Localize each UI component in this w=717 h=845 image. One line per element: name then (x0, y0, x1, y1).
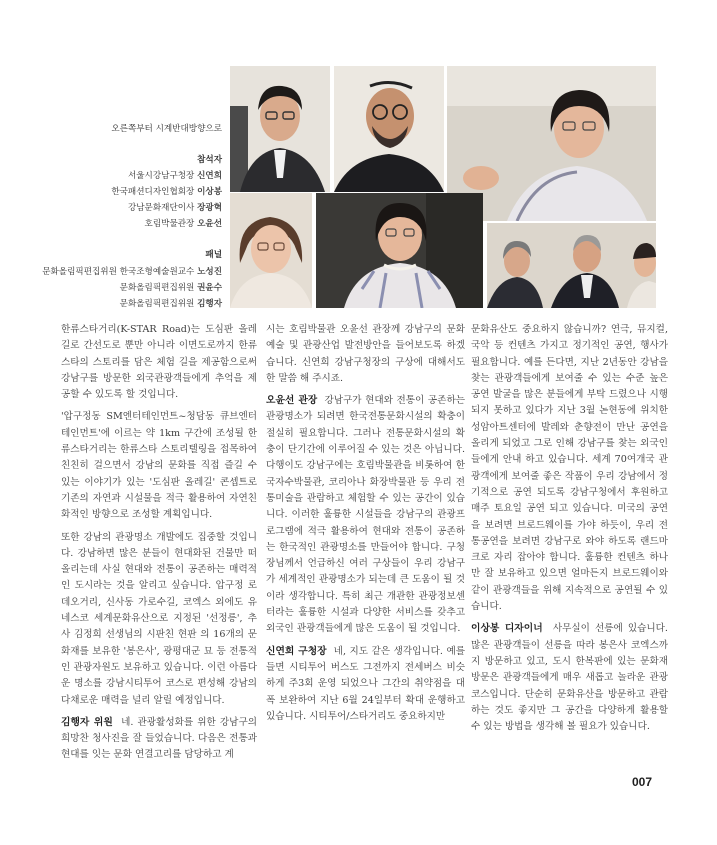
caption-order: 오른쪽부터 시계반대방향으로 (111, 124, 222, 134)
participants-heading: 참석자 (197, 155, 222, 165)
panel-heading: 패널 (205, 250, 222, 260)
panel-member-1: 문화올림픽편집위원 한국조형예술원교수 노성진 (42, 267, 222, 277)
photo-woman-pearls (316, 193, 483, 308)
speech-text: 네, 지도 같은 생각입니다. 예를 들면 시티투어 버스도 그전까지 전세버스 비슷하게 주3회 운영 되었으나 그간의 취약점을 대폭 보완하여 지난 6월 24일부터 확대 운행하고 있습니다. 시티투어/스타거리도 중요하지만 (266, 645, 465, 722)
participant-4: 호림박물관장 오윤선 (144, 219, 222, 229)
photo-man-glasses (230, 66, 330, 192)
participant-1: 서울시강남구청장 신연희 (127, 171, 222, 181)
photo-woman-smiling (230, 193, 312, 308)
photo-bald-man (334, 66, 444, 192)
photo-men-seated (487, 223, 656, 308)
speech-paragraph (266, 393, 465, 637)
panel-member-3: 문화올림픽편집위원 김행자 (119, 299, 222, 309)
paragraph: '압구정동 SM엔터테인먼트~청담동 큐브엔터테인먼트'에 이르는 약 1km 구간에 조성될 한류스타거리는 한류스타 스토리텔링을 접목하여 친친히 걸으면서 강남의 문화를 직접 즐길 수 있는 이야기가 있는 '도심판 올레길' 콘셉트로 기존의 자연과 시설물을 적극 활용하여 자연친화적인 방향으로 조성할 계획입니다. (61, 411, 257, 521)
speech-text: 강남구가 현대와 전통이 공존하는 관광명소가 되려면 한국전통문화시설의 확충이 절실히 필요합니다. 그러나 전통문화시설의 확충이 단기간에 이루어질 수 있는 것은 아닙니다. 다행이도 강남구에는 호림박물관을 비롯하여 한국자수박물관, 코리아나 화장박물관 등 우리 전통미술을 관람하고 체험할 수 있는 공간이 있습니다. 이러한 훌륭한 시설들을 강남구의 관광프로그램에 적극 활용하여 현대와 전통이 공존하는 한국적인 관광명소를 만들어야 합니다. 구청장님께서 언급하신 여러 구상들이 우리 강남구가 세계적인 관광명소가 되는데 큰 도움이 될 것이라 생각합니다. 특히 최근 개관한 관광정보센터라는 훌륭한 시설과 다양한 서비스를 갖추고 외국인 관광객들에게 많은 도움이 될 것입니다. (266, 395, 465, 635)
speech-paragraph (61, 715, 257, 764)
participant-3: 강남문화재단이사 장광혁 (127, 203, 222, 213)
speaker-name: 오윤선 관장 (266, 395, 318, 407)
speech-text: 사무실이 선릉에 있습니다. 많은 관광객들이 선릉을 따라 봉은사 코엑스까지 방문하고 있고, 도시 한복판에 있는 문화재방문은 관광객들에게 매우 새롭고 놀라운 관광코스입니다. 단순히 문화유산을 방문하고 관람하는 것도 좋지만 그 공간을 다양하게 활용할 수 있는 방법을 생각해 볼 필요가 있습니다. (471, 623, 668, 733)
speaker-name: 신연희 구청장 (266, 645, 327, 657)
speech-paragraph (266, 644, 465, 725)
paragraph: 시는 호림박물관 오윤선 관장께 강남구의 문화예술 및 관광산업 발전방안을 들어보도록 하겠습니다. 신연희 강남구청장의 구상에 대해서도 한 말씀 해 주시죠. (266, 324, 465, 384)
paragraph: 한류스타거리(K-STAR Road)는 도심판 올레길로 간선도로 뿐만 아니라 이면도로까지 한류스타의 스토리를 담은 체험 길을 제공함으로써 강남구를 방문한 외국관광객들에게 추억을 제공할 수 있도록 할 것입니다. (61, 324, 257, 401)
body-column-2 (266, 322, 465, 731)
body-column-3 (471, 322, 668, 741)
paragraph: 문화유산도 중요하지 않습니까? 연극, 뮤지컬, 국악 등 컨텐츠 가지고 정기적인 공연, 행사가 필요합니다. 예를 든다면, 지난 2년동안 강남을 찾는 관광객들에게 보여줄 수 있는 수준 높은 공연 발굴을 많은 분들에게 부탁 드렸으나 시행되지 못하고 있다가 지난 3월 논현동에 위치한 성암아트센터에 발레와 춘향전이 만난 공연을 올리게 되었고 그로 인해 강남구를 찾는 외국인들에게 안내 하고 있습니다. 세계 70여개국 관광객에게 보여줄 좋은 작품이 우리 강남에서 정기적으로 공연 되도록 강남구청에서 후원하고 매주 토요일 공연 되고 있습니다. 미국의 공연을 보려면 브로드웨이를 가야 하듯이, 우리 전통공연을 보려면 강남구로 와야 하도록 랜드마크로 자리 잡아야 합니다. 훌륭한 컨텐츠 하나만 잘 보유하고 있으면 얼마든지 브로드웨이와 같이 관광객들을 위해 지속적으로 공연될 수 있습니다. (471, 324, 668, 613)
speech-text: 네. 관광활성화를 위한 강남구의 희망찬 청사진을 잘 들었습니다. 다음은 전통과 현대를 잇는 문화 연결고리를 담당하고 계 (61, 716, 257, 761)
speaker-name: 이상봉 디자이너 (471, 623, 543, 635)
panel-member-2: 문화올림픽편집위원 권윤수 (119, 283, 222, 293)
speech-paragraph (471, 621, 668, 735)
body-column-1 (61, 322, 257, 770)
participant-2: 한국패션디자인협회장 이상봉 (111, 187, 222, 197)
page-number: 007 (632, 775, 653, 789)
speaker-name: 김행자 위원 (61, 716, 113, 728)
paragraph: 또한 강남의 관광명소 개발에도 집중할 것입니다. 강남하면 많은 분들이 현대화된 건물만 떠올리는데 사실 현대와 전통이 공존하는 매력적인 도시라는 것을 알리고 싶습니다. 압구정 로데오거리, 신사동 가로수길, 코엑스 외에도 유네스코 세계문화유산으로 지정된 '선정릉', 추사 김정희 선생님의 시판친 현판 의 16개의 문화재를 보유한 '봉은사', 광평대군 묘 등 전통적인 관광자원도 보유하고 있습니다. 이런 아름다운 명소를 강남시티투어 코스로 편성해 강남의 다채로운 매력을 널리 알릴 예정입니다. (61, 531, 257, 706)
